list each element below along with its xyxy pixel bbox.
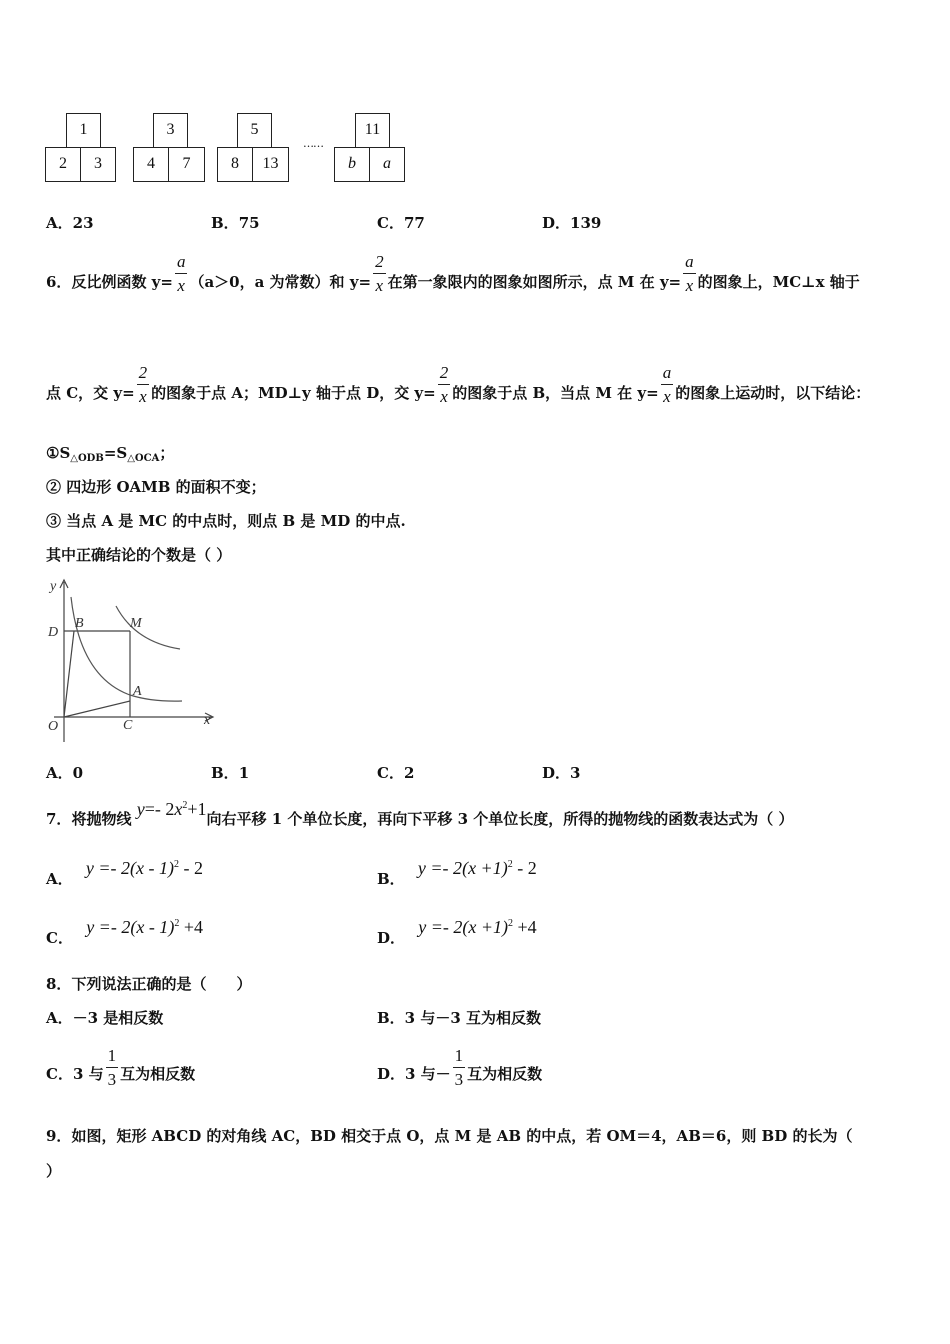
q6-option-d[interactable]: D．3 xyxy=(542,764,581,782)
pattern-top-box: 5 xyxy=(237,113,272,148)
pattern-top-box: 1 xyxy=(66,113,101,148)
curve-a-over-x xyxy=(116,606,180,649)
q6-option-b[interactable]: B．1 xyxy=(211,764,250,782)
q9-stem: 9．如图，矩形 ABCD 的对角线 AC，BD 相交于点 O，点 M 是 AB 的中点，若 OM＝4，AB＝6，则 BD 的长为（ xyxy=(46,1127,853,1145)
q6-line-2: 点 C，交 y= $\frac{2}{x}$ 的图象于点 A；MD⊥y 轴于点 D，交 y= $\frac{2}{x}$ 的图象于点 B，当点 M 在 y= $\frac{a}{x}$ 的图象上运动时，以下结论： xyxy=(46,362,871,406)
q6-conclusion-1: $①S_{\triangle ODB}=S_{\triangle OCA}$； xyxy=(46,444,175,464)
q8-option-c[interactable]: C．3 与 $\frac{1}{3}$ 互为相反数 xyxy=(46,1046,196,1089)
pattern-left-box: 8 xyxy=(217,147,253,182)
q7-option-c[interactable]: C． y =- 2(x - 1)$^2$ +4 xyxy=(46,917,203,947)
q6-conclusion-3: ③ 当点 A 是 MC 的中点时，则点 B 是 MD 的中点. xyxy=(46,512,406,530)
label-d: D xyxy=(48,625,59,640)
q6-conclusion-2: ② 四边形 OAMB 的面积不变； xyxy=(46,478,266,496)
segment-ob xyxy=(64,631,74,717)
label-m: M xyxy=(130,616,142,631)
q8-stem: 8．下列说法正确的是（ ） xyxy=(46,975,252,993)
q6-line-1: 6． 反比例函数 y= $\frac{a}{x}$ （a＞0，a 为常数）和 y= $\frac{2}{x}$ 在第一象限内的图象如图所示，点 M 在 y= $\frac{a}{x}$ 的图象上，MC⊥x 轴于 xyxy=(46,251,860,295)
label-o: O xyxy=(48,719,59,734)
pattern-left-box: 2 xyxy=(45,147,81,182)
q7-given-equation: y=- $2x^2+1$ xyxy=(136,799,207,819)
segment-oa xyxy=(64,701,130,717)
pattern-left-box: 4 xyxy=(133,147,169,182)
pattern-right-box: 3 xyxy=(80,147,116,182)
fraction-one-third: $\frac{1}{3}$ xyxy=(454,1046,464,1089)
label-a: A xyxy=(133,684,142,699)
fraction-2-over-x: $\frac{2}{x}$ xyxy=(439,362,449,406)
q6-question: 其中正确结论的个数是（ ） xyxy=(46,546,232,564)
label-x: x xyxy=(204,713,211,728)
fraction-2-over-x: $\frac{2}{x}$ xyxy=(375,251,384,295)
q8-option-b[interactable]: B．3 与－3 互为相反数 xyxy=(377,1009,541,1027)
pattern-top-box: 11 xyxy=(355,113,390,148)
fraction-2-over-x: $\frac{2}{x}$ xyxy=(138,362,148,406)
q8-option-a[interactable]: A．－3 是相反数 xyxy=(46,1009,164,1027)
label-b: B xyxy=(75,616,84,631)
pattern-right-box: 13 xyxy=(252,147,289,182)
q7-option-b[interactable]: B． $y =- 2(x +1)^2 - 2$ xyxy=(377,858,537,888)
q6-option-c[interactable]: C．2 xyxy=(377,764,415,782)
q9-stem-close: ） xyxy=(46,1162,62,1180)
pattern-right-box: 7 xyxy=(168,147,205,182)
q5-option-b[interactable]: B．75 xyxy=(211,214,260,232)
q6-graph xyxy=(40,572,225,750)
q5-option-d[interactable]: D．139 xyxy=(542,214,602,232)
q6-option-a[interactable]: A．0 xyxy=(46,764,84,782)
fraction-one-third: $\frac{1}{3}$ xyxy=(107,1046,117,1089)
pattern-right-box: a xyxy=(369,147,405,182)
q7-stem: 7．将抛物线 y=- $2x^2+1$向右平移 1 个单位长度，再向下平移 3 个单位长度，所得的抛物线的函数表达式为（ ） xyxy=(46,799,794,828)
q5-option-c[interactable]: C．77 xyxy=(377,214,425,232)
q7-option-d[interactable]: D． $y =- 2(x +1)^2 +4$ xyxy=(377,917,537,947)
curve-2-over-x xyxy=(71,597,182,701)
pattern-top-box: 3 xyxy=(153,113,188,148)
label-c: C xyxy=(123,718,133,733)
pattern-left-box: b xyxy=(334,147,370,182)
q8-option-d[interactable]: D．3 与－ $\frac{1}{3}$ 互为相反数 xyxy=(377,1046,543,1089)
q7-option-a[interactable]: A． y =- 2(x - 1)$^2$ - 2 xyxy=(46,858,203,888)
label-y: y xyxy=(50,579,57,594)
fraction-a-over-x: $\frac{a}{x}$ xyxy=(662,362,672,406)
fraction-a-over-x: $\frac{a}{x}$ xyxy=(176,251,186,295)
q5-option-a[interactable]: A．23 xyxy=(46,214,94,232)
fraction-a-over-x: $\frac{a}{x}$ xyxy=(685,251,694,295)
pattern-ellipsis: …… xyxy=(303,137,323,150)
